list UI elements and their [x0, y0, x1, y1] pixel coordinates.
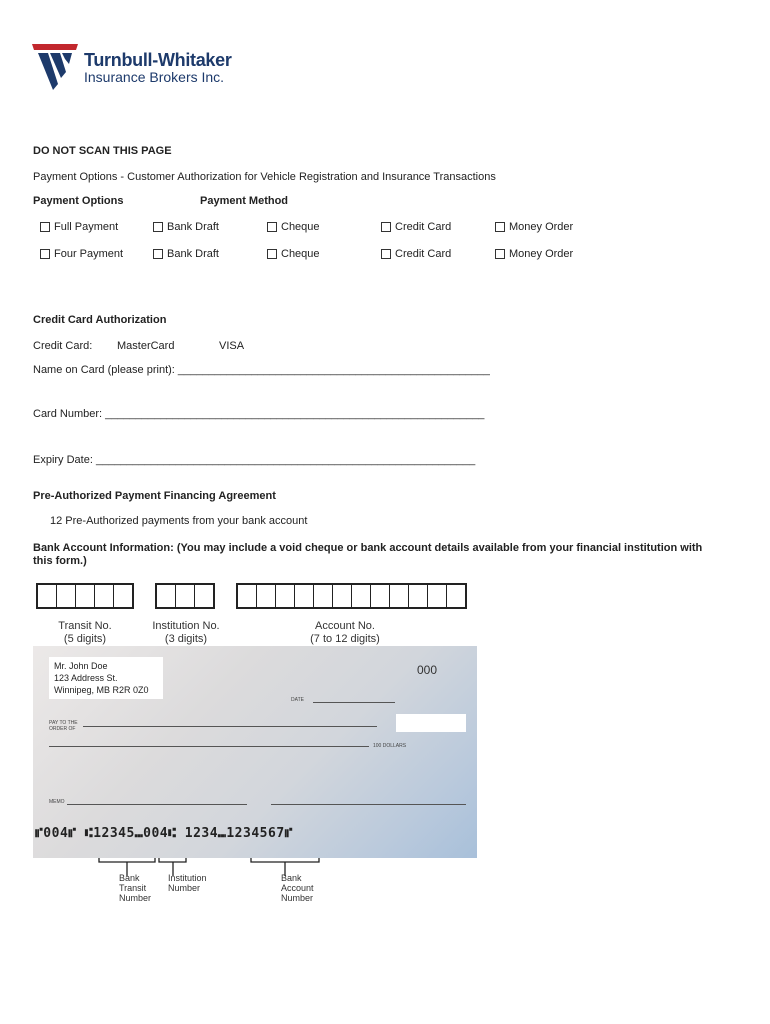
sample-cheque-image	[33, 646, 477, 858]
institution-caption: Institution No. (3 digits)	[152, 620, 220, 645]
preauth-item: 12 Pre-Authorized payments from your bank account	[50, 515, 308, 527]
checkbox[interactable]	[153, 222, 163, 232]
option-full-payment[interactable]: Full Payment	[40, 221, 118, 233]
card-type-mastercard[interactable]: MasterCard	[117, 340, 175, 352]
amount-words-line	[49, 746, 369, 747]
signature-line	[271, 804, 466, 805]
dollars-label: 100 DOLLARS	[373, 743, 407, 749]
checkbox[interactable]	[495, 249, 505, 259]
cheque-number: 000	[417, 663, 438, 677]
company-logo-mark	[32, 44, 84, 90]
digit-box[interactable]	[409, 585, 428, 607]
credit-card-label: Credit Card:	[33, 340, 93, 352]
credit-card-header: Credit Card Authorization	[33, 314, 167, 326]
digit-box[interactable]	[114, 585, 132, 607]
digit-box[interactable]	[314, 585, 333, 607]
digit-box[interactable]	[95, 585, 114, 607]
checkbox[interactable]	[153, 249, 163, 259]
payto-label: PAY TO THE ORDER OF	[49, 720, 78, 732]
company-name: Turnbull-Whitaker	[84, 50, 232, 70]
method-money-order[interactable]: Money Order	[495, 221, 573, 233]
digit-box[interactable]	[295, 585, 314, 607]
transit-caption: Transit No. (5 digits)	[58, 620, 112, 645]
name-on-card-field[interactable]: Name on Card (please print): ___________________________________________________	[33, 364, 490, 376]
method-cheque[interactable]: Cheque	[267, 221, 320, 233]
checkbox[interactable]	[40, 222, 50, 232]
memo-line	[67, 804, 247, 805]
legend-brackets	[33, 858, 477, 878]
micr-line: ⑈004⑈ ⑆12345⑉004⑆ 1234⑉1234567⑈	[35, 826, 293, 841]
institution-number-boxes[interactable]	[155, 583, 215, 609]
digit-box[interactable]	[38, 585, 57, 607]
method-credit-card[interactable]: Credit Card	[381, 221, 451, 233]
checkbox[interactable]	[381, 249, 391, 259]
checkbox[interactable]	[267, 222, 277, 232]
digit-box[interactable]	[176, 585, 195, 607]
payment-method-header: Payment Method	[200, 195, 289, 207]
method-cheque[interactable]: Cheque	[267, 248, 320, 260]
digit-box[interactable]	[57, 585, 76, 607]
payment-options-header: Payment Options	[33, 195, 124, 207]
amount-box	[396, 714, 466, 732]
checkbox[interactable]	[495, 222, 505, 232]
digit-box[interactable]	[371, 585, 390, 607]
legend-account: Bank Account Number	[281, 873, 314, 903]
cheque-legend	[33, 858, 477, 904]
digit-box[interactable]	[428, 585, 447, 607]
transit-number-boxes[interactable]	[36, 583, 134, 609]
card-number-field[interactable]: Card Number: ______________________________________________________________	[33, 408, 485, 420]
legend-institution: Institution Number	[168, 873, 207, 893]
digit-box[interactable]	[257, 585, 276, 607]
checkbox[interactable]	[267, 249, 277, 259]
card-type-visa[interactable]: VISA	[219, 340, 245, 352]
form-subtitle: Payment Options - Customer Authorization for Vehicle Registration and Insurance Transactions	[33, 171, 496, 183]
account-caption: Account No. (7 to 12 digits)	[310, 620, 380, 645]
cheque-address: Mr. John Doe 123 Address St. Winnipeg, MB R2R 0Z0	[49, 657, 163, 699]
digit-box[interactable]	[447, 585, 465, 607]
expiry-date-field[interactable]: Expiry Date: ______________________________________________________________	[33, 454, 476, 466]
digit-box[interactable]	[238, 585, 257, 607]
digit-box[interactable]	[352, 585, 371, 607]
digit-box[interactable]	[390, 585, 409, 607]
page-heading: DO NOT SCAN THIS PAGE	[33, 145, 172, 157]
method-bank-draft[interactable]: Bank Draft	[153, 221, 219, 233]
date-line	[313, 702, 395, 703]
option-four-payment[interactable]: Four Payment	[40, 248, 123, 260]
digit-box[interactable]	[157, 585, 176, 607]
bank-info-text: Bank Account Information: (You may include a void cheque or bank account details available from your financial institution with this form.)	[33, 542, 703, 567]
cheque-date-label: DATE	[291, 697, 304, 703]
memo-label: MEMO	[49, 799, 65, 805]
digit-box[interactable]	[76, 585, 95, 607]
company-subname: Insurance Brokers Inc.	[84, 69, 225, 85]
method-money-order[interactable]: Money Order	[495, 248, 573, 260]
checkbox[interactable]	[381, 222, 391, 232]
digit-box[interactable]	[276, 585, 295, 607]
legend-transit: Bank Transit Number	[119, 873, 152, 903]
account-number-boxes[interactable]	[236, 583, 467, 609]
checkbox[interactable]	[40, 249, 50, 259]
digit-box[interactable]	[195, 585, 213, 607]
payto-line	[83, 726, 377, 727]
method-credit-card[interactable]: Credit Card	[381, 248, 451, 260]
digit-box[interactable]	[333, 585, 352, 607]
preauth-header: Pre-Authorized Payment Financing Agreement	[33, 490, 276, 502]
method-bank-draft[interactable]: Bank Draft	[153, 248, 219, 260]
